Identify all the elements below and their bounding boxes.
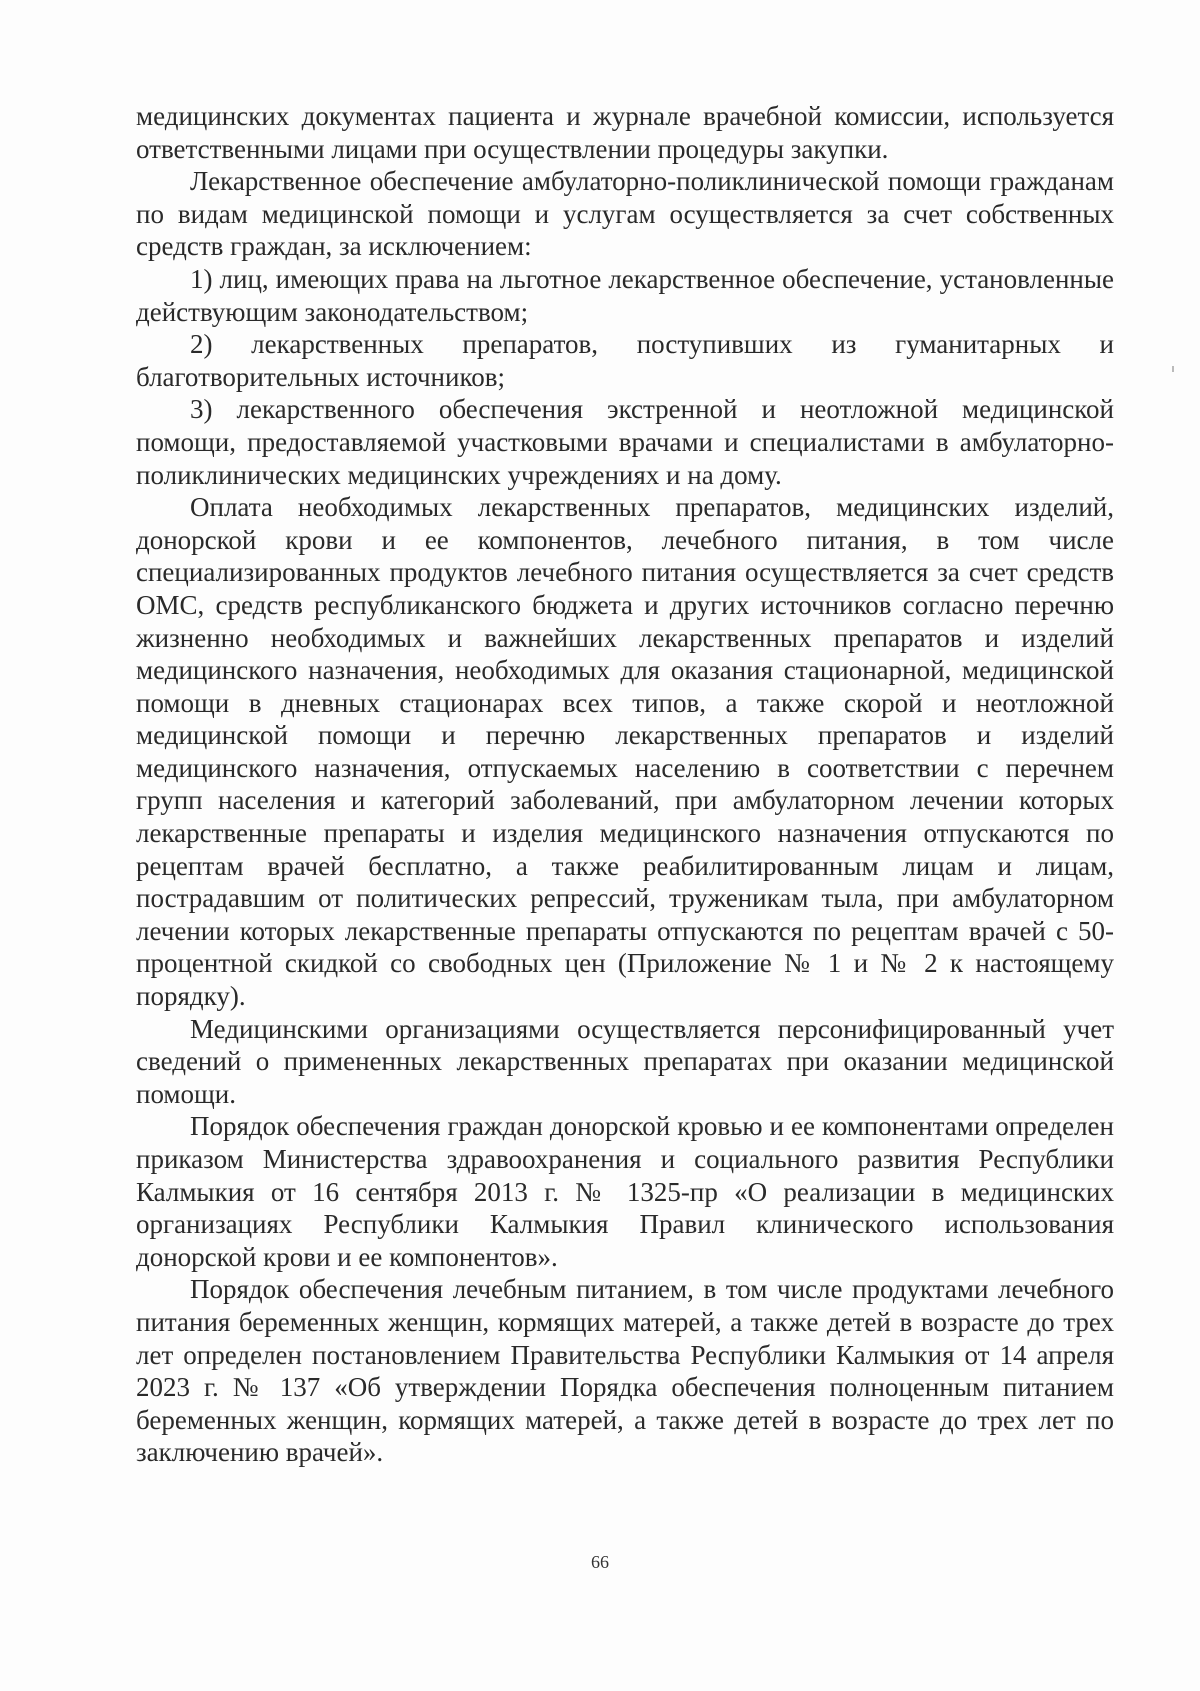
page-number: 66	[591, 1552, 609, 1572]
paragraph-payment: Оплата необходимых лекарственных препаратов, медицинских изделий, донорской крови и ее компонентов, лечебного питания, в том числе специализированных продуктов лечебного питания осуществляется за счет средств ОМС, средств республиканского бюджета и других источников согласно перечню жизненно необходимых и важнейших лекарственных препаратов и изделий медицинского назначения, необходимых для оказания стационарной, медицинской помощи в дневных стационарах всех типов, а также скорой и неотложной медицинской помощи и перечню лекарственных препаратов и изделий медицинского назначения, отпускаемых населению в соответствии с перечнем групп населения и категорий заболеваний, при амбулаторном лечении которых лекарственные препараты и изделия медицинского назначения отпускаются по рецептам врачей бесплатно, а также реабилитированным лицам и лицам, пострадавшим от политических репрессий, труженикам тыла, при амбулаторном лечении которых лекарственные препараты отпускаются по рецептам врачей с 50-процентной скидкой со свободных цен (Приложение № 1 и № 2 к настоящему порядку).	[136, 492, 1114, 1012]
document-body	[136, 100, 1114, 1469]
list-item-3: 3) лекарственного обеспечения экстренной и неотложной медицинской помощи, предоставляемой участковыми врачами и специалистами в амбулаторно-поликлинических медицинских учреждениях и на дому.	[136, 394, 1114, 490]
paragraph-personified-accounting: Медицинскими организациями осуществляется персонифицированный учет сведений о примененных лекарственных препаратах при оказании медицинской помощи.	[136, 1013, 1114, 1109]
paragraph-continuation: медицинских документах пациента и журнале врачебной комиссии, используется ответственными лицами при осуществлении процедуры закупки.	[136, 101, 1114, 164]
scan-speck	[1172, 366, 1174, 372]
list-item-2: 2) лекарственных препаратов, поступивших из гуманитарных и благотворительных источников;	[136, 329, 1114, 392]
paragraph-drug-supply: Лекарственное обеспечение амбулаторно-поликлинической помощи гражданам по видам медицинской помощи и услугам осуществляется за счет собственных средств граждан, за исключением:	[136, 166, 1114, 262]
paragraph-donor-blood: Порядок обеспечения граждан донорской кровью и ее компонентами определен приказом Министерства здравоохранения и социального развития Республики Калмыкия от 16 сентября 2013 г. № 1325-пр «О реализации в медицинских организациях Республики Калмыкия Правил клинического использования донорской крови и ее компонентов».	[136, 1111, 1114, 1272]
list-item-1: 1) лиц, имеющих права на льготное лекарственное обеспечение, установленные действующим законодательством;	[136, 263, 1114, 327]
paragraph-medical-nutrition: Порядок обеспечения лечебным питанием, в том числе продуктами лечебного питания беременных женщин, кормящих матерей, а также детей в возрасте до трех лет определен постановлением Правительства Республики Калмыкия от 14 апреля 2023 г. № 137 «Об утверждении Порядка обеспечения полноценным питанием беременных женщин, кормящих матерей, а также детей в возрасте до трех лет по заключению врачей».	[136, 1274, 1114, 1468]
